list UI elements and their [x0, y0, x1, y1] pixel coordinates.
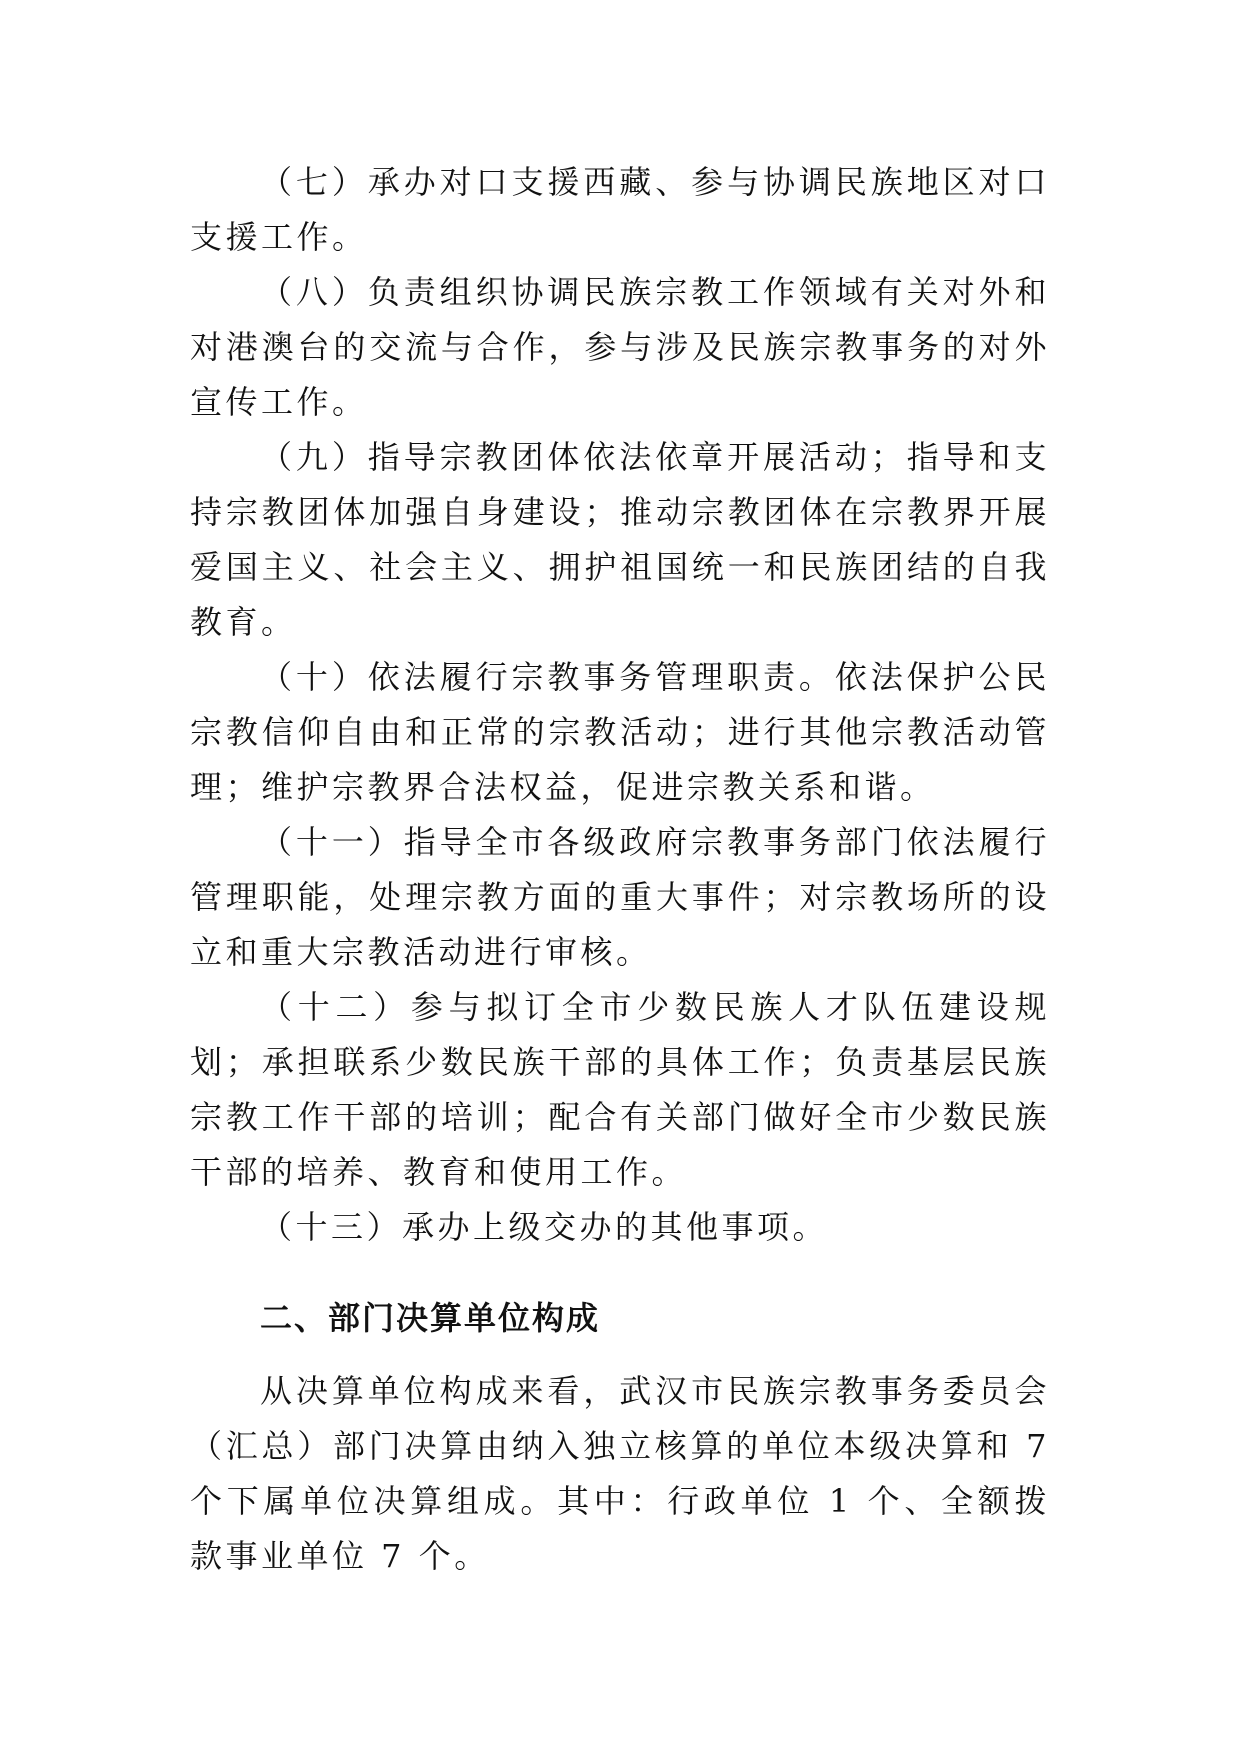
paragraph-item-13: （十三）承办上级交办的其他事项。	[260, 1208, 829, 1246]
paragraph-item-11: （十一）指导全市各级政府宗教事务部门依法履行管理职能，处理宗教方面的重大事件；对宗教场所的设立和重大宗教活动进行审核。	[190, 823, 1050, 971]
paragraph-item-8: （八）负责组织协调民族宗教工作领域有关对外和对港澳台的交流与合作，参与涉及民族宗教事务的对外宣传工作。	[190, 273, 1050, 421]
paragraph-item-12: （十二）参与拟订全市少数民族人才队伍建设规划；承担联系少数民族干部的具体工作；负责基层民族宗教工作干部的培训；配合有关部门做好全市少数民族干部的培养、教育和使用工作。	[190, 988, 1050, 1191]
paragraph-item-10: （十）依法履行宗教事务管理职责。依法保护公民宗教信仰自由和正常的宗教活动；进行其他宗教活动管理；维护宗教界合法权益，促进宗教关系和谐。	[190, 658, 1050, 806]
paragraph-item-9: （九）指导宗教团体依法依章开展活动；指导和支持宗教团体加强自身建设；推动宗教团体在宗教界开展爱国主义、社会主义、拥护祖国统一和民族团结的自我教育。	[190, 438, 1050, 641]
paragraph-item-7: （七）承办对口支援西藏、参与协调民族地区对口支援工作。	[190, 163, 1050, 256]
paragraph-unit-composition: 从决算单位构成来看，武汉市民族宗教事务委员会（汇总）部门决算由纳入独立核算的单位本级决算和 7 个下属单位决算组成。其中：行政单位 1 个、全额拨款事业单位 7 个。	[190, 1372, 1050, 1575]
section-heading: 二、部门决算单位构成	[260, 1299, 601, 1337]
document-body	[190, 155, 1050, 1584]
